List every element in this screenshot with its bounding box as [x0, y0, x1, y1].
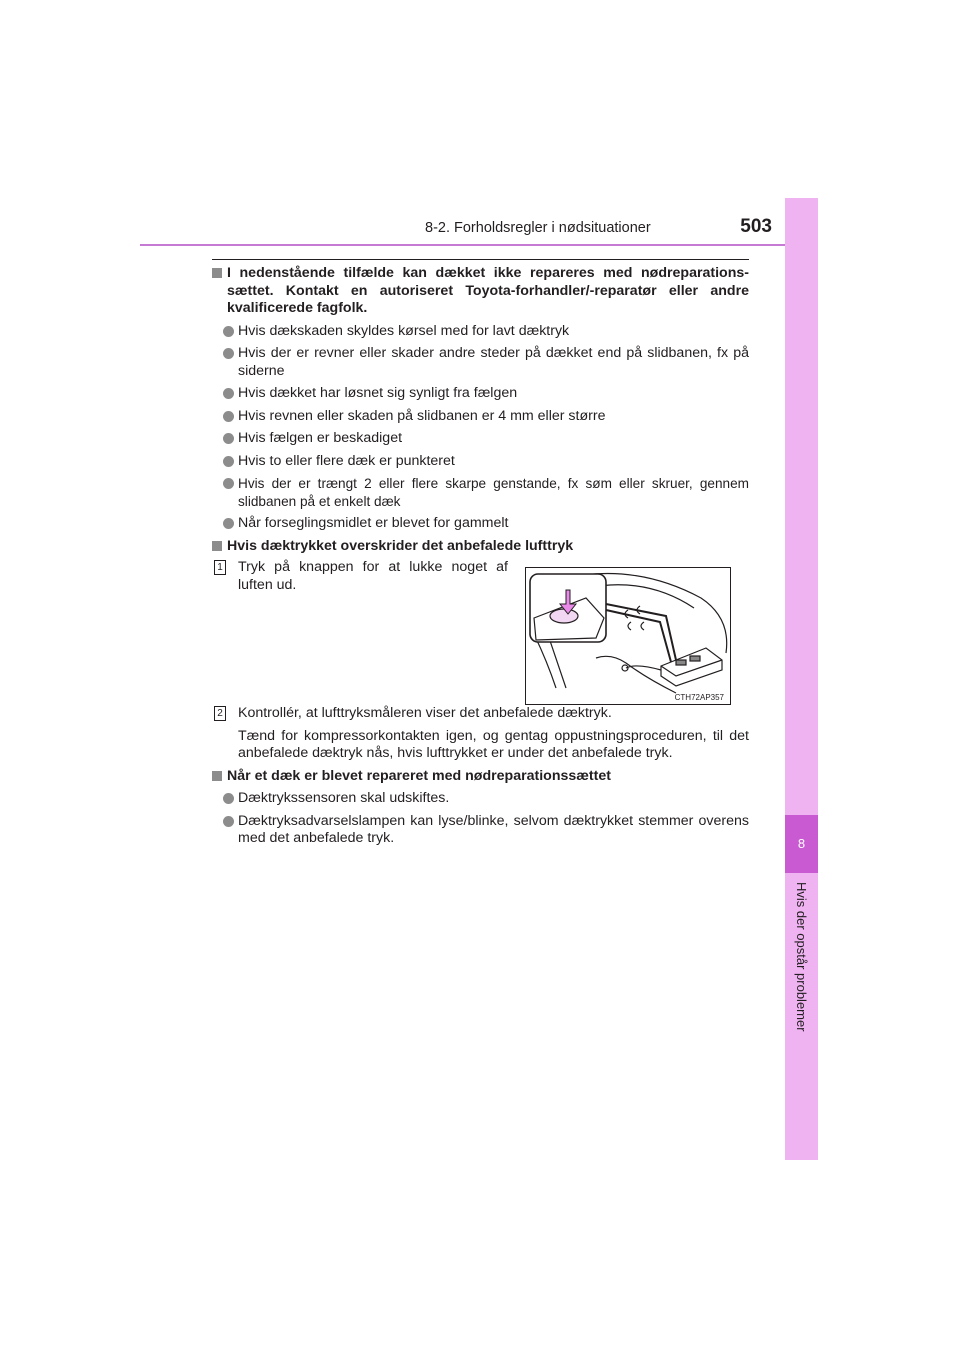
- heading-text: I nedenstående tilfælde kan dækket ikke repareres med nødreparations-sættet. Kontakt en autoriseret Toyota-forhandler/-reparatør eller andre kvalificerede fagfolk.: [227, 265, 749, 316]
- step-number-box: 2: [214, 706, 226, 721]
- circle-bullet-icon: [223, 456, 234, 467]
- section-rule: [212, 259, 749, 260]
- circle-bullet-icon: [223, 518, 234, 529]
- step-text: Tryk på knappen for at lukke noget af luften ud.: [238, 559, 508, 593]
- square-bullet-icon: [212, 541, 222, 551]
- list-item: Hvis dækskaden skyldes kørsel med for lavt dæktryk: [212, 323, 749, 341]
- circle-bullet-icon: [223, 816, 234, 827]
- list-item: Dæktrykssensoren skal udskiftes.: [212, 790, 749, 808]
- figure-code: CTH72AP357: [674, 693, 724, 702]
- circle-bullet-icon: [223, 348, 234, 359]
- heading-text: Hvis dæktrykket overskrider det anbefalede lufttryk: [227, 537, 574, 554]
- step-note: Tænd for kompressorkontakten igen, og gentag oppustningsproceduren, til det anbefalede dæktryk nås, hvis lufttrykket er under det anbefalede tryk.: [238, 727, 749, 761]
- list-item: Hvis dækket har løsnet sig synligt fra fælgen: [212, 385, 749, 403]
- step-text: Kontrollér, at lufttryksmåleren viser det anbefalede dæktryk.: [238, 705, 612, 721]
- page-content: [212, 265, 749, 853]
- list-item: Hvis fælgen er beskadiget: [212, 430, 749, 448]
- list-item: Dæktryksadvarselslampen kan lyse/blinke, selvom dæktrykket stemmer overens med det anbefalede tryk.: [212, 813, 749, 848]
- list-item: Hvis revnen eller skaden på slidbanen er 4 mm eller større: [212, 408, 749, 426]
- chapter-title: Hvis der opstår problemer: [794, 882, 809, 1032]
- list-item: Når forseglingsmidlet er blevet for gammelt: [212, 515, 749, 533]
- step-2: [212, 705, 749, 763]
- step-1: [212, 559, 508, 699]
- section-heading: [212, 538, 749, 556]
- square-bullet-icon: [212, 268, 222, 278]
- circle-bullet-icon: [223, 478, 234, 489]
- compressor-illustration: [525, 567, 731, 705]
- list-item: Hvis to eller flere dæk er punkteret: [212, 453, 749, 471]
- heading-text: Når et dæk er blevet repareret med nødreparationssættet: [227, 767, 611, 784]
- compressor-drawing-icon: [526, 568, 730, 704]
- circle-bullet-icon: [223, 433, 234, 444]
- circle-bullet-icon: [223, 793, 234, 804]
- section-heading: [212, 265, 749, 318]
- circle-bullet-icon: [223, 388, 234, 399]
- header-rule: [140, 244, 818, 246]
- chapter-number-tab[interactable]: 8: [785, 815, 818, 873]
- section-header: 8-2. Forholdsregler i nødsituationer: [425, 220, 651, 236]
- circle-bullet-icon: [223, 411, 234, 422]
- square-bullet-icon: [212, 771, 222, 781]
- section-heading: [212, 768, 749, 786]
- list-item: Hvis der er trængt 2 eller flere skarpe genstande, fx søm eller skruer, gennem slidbanen på et enkelt dæk: [212, 475, 749, 510]
- page-number: 503: [740, 216, 772, 237]
- step-number-box: 1: [214, 560, 226, 575]
- list-item: Hvis der er revner eller skader andre steder på dækket end på slidbanen, fx på siderne: [212, 345, 749, 380]
- circle-bullet-icon: [223, 326, 234, 337]
